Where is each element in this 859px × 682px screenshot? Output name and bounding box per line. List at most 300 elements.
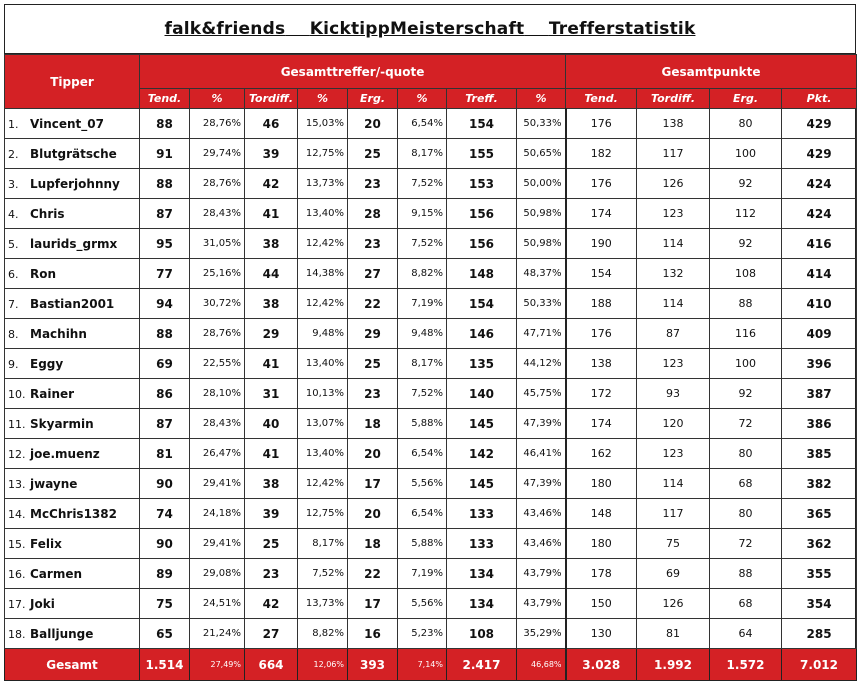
tipper-name: Rainer	[30, 386, 75, 401]
rank-number: 13.	[8, 477, 26, 491]
table-row	[5, 199, 857, 229]
cell-erg: 23	[348, 229, 398, 259]
cell-tend: 74	[140, 499, 190, 529]
cell-tordiff: 41	[245, 349, 298, 379]
cell-tend-pct: 29,74%	[190, 139, 245, 169]
cell-points-total: 285	[782, 619, 857, 649]
cell-tend: 91	[140, 139, 190, 169]
col-header-points-total: Pkt.	[782, 89, 857, 109]
cell-treff-pct: 43,79%	[517, 589, 566, 619]
cell-points-tend: 178	[566, 559, 637, 589]
tipper-cell	[5, 289, 140, 319]
cell-treff: 133	[447, 499, 517, 529]
cell-tordiff: 29	[245, 319, 298, 349]
cell-erg-pct: 8,82%	[398, 259, 447, 289]
tipper-name: Carmen	[30, 566, 83, 581]
rank-number: 6.	[8, 267, 19, 281]
total-points-erg: 1.572	[710, 649, 782, 681]
cell-points-tordiff: 87	[637, 319, 710, 349]
cell-points-tordiff: 93	[637, 379, 710, 409]
total-erg-pct: 7,14%	[398, 649, 447, 681]
col-header-erg: Erg.	[348, 89, 398, 109]
title-competition: KicktippMeisterschaft	[309, 18, 525, 39]
cell-erg: 23	[348, 169, 398, 199]
col-header-tend: Tend.	[140, 89, 190, 109]
cell-points-total: 354	[782, 589, 857, 619]
total-points-tordiff: 1.992	[637, 649, 710, 681]
cell-points-tordiff: 126	[637, 589, 710, 619]
cell-points-total: 365	[782, 499, 857, 529]
cell-erg-pct: 6,54%	[398, 439, 447, 469]
cell-erg: 20	[348, 499, 398, 529]
rank-number: 4.	[8, 207, 19, 221]
cell-tend-pct: 28,10%	[190, 379, 245, 409]
title-spacer	[285, 19, 309, 39]
rank-number: 1.	[8, 117, 19, 131]
tipper-name: Chris	[30, 206, 65, 221]
cell-points-erg: 80	[710, 109, 782, 139]
cell-tordiff-pct: 12,75%	[298, 499, 348, 529]
cell-points-tend: 150	[566, 589, 637, 619]
cell-erg-pct: 7,19%	[398, 559, 447, 589]
cell-erg: 27	[348, 259, 398, 289]
cell-treff-pct: 44,12%	[517, 349, 566, 379]
cell-treff-pct: 47,39%	[517, 469, 566, 499]
tipper-cell	[5, 409, 140, 439]
cell-tordiff-pct: 9,48%	[298, 319, 348, 349]
cell-treff: 155	[447, 139, 517, 169]
cell-treff-pct: 43,79%	[517, 559, 566, 589]
cell-erg-pct: 6,54%	[398, 499, 447, 529]
cell-points-total: 410	[782, 289, 857, 319]
tipper-cell	[5, 139, 140, 169]
cell-points-erg: 64	[710, 619, 782, 649]
cell-erg: 25	[348, 349, 398, 379]
cell-points-tend: 148	[566, 499, 637, 529]
cell-tend: 86	[140, 379, 190, 409]
cell-tordiff: 44	[245, 259, 298, 289]
cell-erg-pct: 8,17%	[398, 349, 447, 379]
tipper-name: joe.muenz	[30, 446, 100, 461]
cell-erg-pct: 9,15%	[398, 199, 447, 229]
cell-points-total: 396	[782, 349, 857, 379]
cell-tend-pct: 28,76%	[190, 109, 245, 139]
cell-tordiff-pct: 12,42%	[298, 289, 348, 319]
header-group-hits: Gesamttreffer/-quote	[140, 55, 566, 89]
cell-points-total: 362	[782, 529, 857, 559]
cell-points-tend: 154	[566, 259, 637, 289]
cell-points-tordiff: 123	[637, 349, 710, 379]
tipper-name: Skyarmin	[30, 416, 94, 431]
table-row	[5, 139, 857, 169]
page-title	[4, 4, 856, 54]
tipper-cell	[5, 319, 140, 349]
title-spacer	[524, 19, 548, 39]
cell-tend-pct: 29,41%	[190, 529, 245, 559]
cell-points-tend: 176	[566, 319, 637, 349]
total-tordiff-pct: 12,06%	[298, 649, 348, 681]
cell-tordiff: 38	[245, 229, 298, 259]
cell-erg: 22	[348, 289, 398, 319]
cell-tordiff: 27	[245, 619, 298, 649]
table-row	[5, 499, 857, 529]
cell-points-total: 414	[782, 259, 857, 289]
table-row	[5, 469, 857, 499]
cell-treff: 134	[447, 589, 517, 619]
cell-points-total: 424	[782, 169, 857, 199]
cell-tordiff-pct: 7,52%	[298, 559, 348, 589]
cell-tend-pct: 28,43%	[190, 199, 245, 229]
cell-treff-pct: 46,41%	[517, 439, 566, 469]
cell-treff: 146	[447, 319, 517, 349]
cell-treff: 148	[447, 259, 517, 289]
total-tordiff: 664	[245, 649, 298, 681]
cell-erg-pct: 8,17%	[398, 139, 447, 169]
cell-tend-pct: 28,76%	[190, 319, 245, 349]
cell-treff-pct: 35,29%	[517, 619, 566, 649]
cell-points-tordiff: 117	[637, 139, 710, 169]
cell-erg-pct: 6,54%	[398, 109, 447, 139]
total-label: Gesamt	[5, 649, 140, 681]
cell-tend-pct: 29,41%	[190, 469, 245, 499]
cell-treff-pct: 43,46%	[517, 499, 566, 529]
cell-tordiff-pct: 12,42%	[298, 229, 348, 259]
col-header-points-erg: Erg.	[710, 89, 782, 109]
cell-points-tordiff: 126	[637, 169, 710, 199]
table-row	[5, 259, 857, 289]
tipper-cell	[5, 559, 140, 589]
total-treff-pct: 46,68%	[517, 649, 566, 681]
cell-erg-pct: 7,52%	[398, 229, 447, 259]
table-body	[5, 109, 857, 649]
cell-tend: 77	[140, 259, 190, 289]
cell-tend: 94	[140, 289, 190, 319]
cell-points-erg: 92	[710, 229, 782, 259]
table-row	[5, 169, 857, 199]
total-treff: 2.417	[447, 649, 517, 681]
cell-tend-pct: 22,55%	[190, 349, 245, 379]
cell-points-tend: 176	[566, 109, 637, 139]
tipper-cell	[5, 499, 140, 529]
header-group-points: Gesamtpunkte	[566, 55, 857, 89]
table-row	[5, 319, 857, 349]
cell-tend-pct: 31,05%	[190, 229, 245, 259]
cell-tordiff-pct: 13,40%	[298, 439, 348, 469]
table-row	[5, 619, 857, 649]
rank-number: 12.	[8, 447, 26, 461]
cell-tordiff: 41	[245, 199, 298, 229]
cell-erg-pct: 9,48%	[398, 319, 447, 349]
tipper-name: Felix	[30, 536, 62, 551]
title-group-name: falk&friends	[164, 18, 286, 39]
tipper-name: Eggy	[30, 356, 64, 371]
cell-points-erg: 68	[710, 469, 782, 499]
cell-points-tordiff: 120	[637, 409, 710, 439]
cell-points-erg: 92	[710, 379, 782, 409]
cell-tordiff-pct: 8,17%	[298, 529, 348, 559]
total-row	[5, 649, 857, 681]
cell-erg-pct: 7,19%	[398, 289, 447, 319]
cell-points-erg: 92	[710, 169, 782, 199]
cell-points-total: 382	[782, 469, 857, 499]
tipper-name: Joki	[30, 596, 55, 611]
cell-tordiff-pct: 12,75%	[298, 139, 348, 169]
cell-points-tordiff: 132	[637, 259, 710, 289]
cell-points-tordiff: 138	[637, 109, 710, 139]
cell-tordiff-pct: 12,42%	[298, 469, 348, 499]
cell-tend-pct: 28,43%	[190, 409, 245, 439]
cell-points-erg: 108	[710, 259, 782, 289]
cell-points-tordiff: 81	[637, 619, 710, 649]
cell-points-erg: 80	[710, 499, 782, 529]
total-points-total: 7.012	[782, 649, 857, 681]
cell-points-tend: 180	[566, 529, 637, 559]
cell-erg-pct: 7,52%	[398, 379, 447, 409]
cell-tend: 90	[140, 469, 190, 499]
tipper-name: Balljunge	[30, 626, 94, 641]
cell-tordiff-pct: 8,82%	[298, 619, 348, 649]
cell-tordiff: 39	[245, 139, 298, 169]
cell-treff-pct: 50,33%	[517, 289, 566, 319]
cell-treff-pct: 50,00%	[517, 169, 566, 199]
rank-number: 8.	[8, 327, 19, 341]
cell-points-tend: 174	[566, 199, 637, 229]
cell-tend: 87	[140, 409, 190, 439]
cell-treff: 108	[447, 619, 517, 649]
hit-statistics-table	[4, 54, 857, 681]
cell-points-tend: 172	[566, 379, 637, 409]
cell-tordiff: 39	[245, 499, 298, 529]
cell-erg-pct: 5,56%	[398, 469, 447, 499]
cell-tordiff: 42	[245, 589, 298, 619]
total-points-tend: 3.028	[566, 649, 637, 681]
cell-tend-pct: 24,18%	[190, 499, 245, 529]
cell-points-total: 429	[782, 139, 857, 169]
cell-points-erg: 88	[710, 559, 782, 589]
cell-tend-pct: 25,16%	[190, 259, 245, 289]
tipper-name: laurids_grmx	[30, 236, 118, 251]
cell-points-tordiff: 123	[637, 439, 710, 469]
rank-number: 17.	[8, 597, 26, 611]
col-header-tordiff-pct: %	[298, 89, 348, 109]
cell-treff: 140	[447, 379, 517, 409]
cell-points-tend: 138	[566, 349, 637, 379]
cell-treff: 134	[447, 559, 517, 589]
cell-treff-pct: 50,65%	[517, 139, 566, 169]
tipper-cell	[5, 259, 140, 289]
header-tipper: Tipper	[5, 55, 140, 109]
col-header-points-tordiff: Tordiff.	[637, 89, 710, 109]
tipper-name: McChris1382	[30, 506, 117, 521]
cell-points-total: 409	[782, 319, 857, 349]
rank-number: 18.	[8, 627, 26, 641]
cell-points-erg: 116	[710, 319, 782, 349]
rank-number: 7.	[8, 297, 19, 311]
cell-tordiff: 46	[245, 109, 298, 139]
tipper-cell	[5, 589, 140, 619]
cell-tordiff: 40	[245, 409, 298, 439]
rank-number: 5.	[8, 237, 19, 251]
cell-treff-pct: 50,33%	[517, 109, 566, 139]
rank-number: 3.	[8, 177, 19, 191]
cell-points-tordiff: 114	[637, 229, 710, 259]
cell-erg-pct: 5,23%	[398, 619, 447, 649]
cell-points-total: 416	[782, 229, 857, 259]
table-row	[5, 559, 857, 589]
cell-points-total: 429	[782, 109, 857, 139]
rank-number: 11.	[8, 417, 26, 431]
tipper-name: Bastian2001	[30, 296, 115, 311]
tipper-name: Blutgrätsche	[30, 146, 117, 161]
table-row	[5, 109, 857, 139]
cell-tordiff-pct: 10,13%	[298, 379, 348, 409]
cell-tend-pct: 30,72%	[190, 289, 245, 319]
total-tend-pct: 27,49%	[190, 649, 245, 681]
tipper-cell	[5, 529, 140, 559]
cell-tend: 89	[140, 559, 190, 589]
cell-points-erg: 112	[710, 199, 782, 229]
cell-tordiff: 38	[245, 289, 298, 319]
tipper-name: Vincent_07	[30, 116, 104, 131]
cell-tordiff: 23	[245, 559, 298, 589]
total-tend: 1.514	[140, 649, 190, 681]
cell-treff: 145	[447, 469, 517, 499]
cell-tordiff-pct: 13,40%	[298, 199, 348, 229]
cell-points-erg: 88	[710, 289, 782, 319]
rank-number: 10.	[8, 387, 26, 401]
rank-number: 9.	[8, 357, 19, 371]
cell-points-tordiff: 123	[637, 199, 710, 229]
cell-erg: 18	[348, 529, 398, 559]
cell-points-total: 424	[782, 199, 857, 229]
rank-number: 14.	[8, 507, 26, 521]
cell-treff: 135	[447, 349, 517, 379]
col-header-tend-pct: %	[190, 89, 245, 109]
table-row	[5, 289, 857, 319]
cell-erg-pct: 5,88%	[398, 409, 447, 439]
cell-erg: 23	[348, 379, 398, 409]
cell-points-total: 387	[782, 379, 857, 409]
cell-erg: 29	[348, 319, 398, 349]
cell-points-tordiff: 114	[637, 469, 710, 499]
rank-number: 15.	[8, 537, 26, 551]
table-row	[5, 439, 857, 469]
cell-tordiff-pct: 13,07%	[298, 409, 348, 439]
col-header-tordiff: Tordiff.	[245, 89, 298, 109]
table-row	[5, 529, 857, 559]
cell-tend: 75	[140, 589, 190, 619]
cell-points-tend: 190	[566, 229, 637, 259]
cell-treff: 156	[447, 199, 517, 229]
cell-points-erg: 100	[710, 139, 782, 169]
tipper-name: Lupferjohnny	[30, 176, 120, 191]
cell-points-tend: 182	[566, 139, 637, 169]
tipper-cell	[5, 109, 140, 139]
cell-tend: 90	[140, 529, 190, 559]
cell-erg: 18	[348, 409, 398, 439]
cell-erg: 28	[348, 199, 398, 229]
cell-points-tordiff: 69	[637, 559, 710, 589]
cell-treff-pct: 47,71%	[517, 319, 566, 349]
cell-tend: 65	[140, 619, 190, 649]
cell-points-erg: 80	[710, 439, 782, 469]
table-row	[5, 379, 857, 409]
cell-tend: 87	[140, 199, 190, 229]
cell-points-tend: 180	[566, 469, 637, 499]
cell-erg-pct: 5,88%	[398, 529, 447, 559]
cell-tend: 88	[140, 109, 190, 139]
cell-erg: 16	[348, 619, 398, 649]
table-row	[5, 349, 857, 379]
cell-points-total: 355	[782, 559, 857, 589]
cell-points-tordiff: 114	[637, 289, 710, 319]
cell-tordiff: 38	[245, 469, 298, 499]
cell-points-erg: 68	[710, 589, 782, 619]
cell-tend-pct: 28,76%	[190, 169, 245, 199]
tipper-cell	[5, 169, 140, 199]
rank-number: 16.	[8, 567, 26, 581]
cell-tordiff-pct: 13,40%	[298, 349, 348, 379]
cell-treff: 154	[447, 289, 517, 319]
cell-points-tend: 188	[566, 289, 637, 319]
cell-tordiff-pct: 13,73%	[298, 169, 348, 199]
table-row	[5, 229, 857, 259]
cell-erg-pct: 5,56%	[398, 589, 447, 619]
tipper-cell	[5, 349, 140, 379]
cell-tordiff: 41	[245, 439, 298, 469]
cell-treff-pct: 50,98%	[517, 199, 566, 229]
tipper-cell	[5, 469, 140, 499]
cell-treff: 145	[447, 409, 517, 439]
cell-tend: 88	[140, 319, 190, 349]
cell-points-erg: 72	[710, 409, 782, 439]
rank-number: 2.	[8, 147, 19, 161]
total-erg: 393	[348, 649, 398, 681]
tipper-name: jwayne	[30, 476, 78, 491]
cell-points-tend: 176	[566, 169, 637, 199]
cell-tend: 69	[140, 349, 190, 379]
cell-treff-pct: 45,75%	[517, 379, 566, 409]
cell-treff: 156	[447, 229, 517, 259]
cell-points-tordiff: 117	[637, 499, 710, 529]
cell-tend: 81	[140, 439, 190, 469]
cell-treff: 133	[447, 529, 517, 559]
cell-tordiff-pct: 15,03%	[298, 109, 348, 139]
tipper-name: Machihn	[30, 326, 87, 341]
cell-erg: 20	[348, 109, 398, 139]
col-header-treff-pct: %	[517, 89, 566, 109]
cell-treff-pct: 50,98%	[517, 229, 566, 259]
cell-tordiff-pct: 13,73%	[298, 589, 348, 619]
tipper-cell	[5, 379, 140, 409]
cell-points-total: 386	[782, 409, 857, 439]
cell-tend: 88	[140, 169, 190, 199]
col-header-treff: Treff.	[447, 89, 517, 109]
cell-treff-pct: 43,46%	[517, 529, 566, 559]
cell-treff-pct: 48,37%	[517, 259, 566, 289]
tipper-cell	[5, 229, 140, 259]
cell-points-tend: 174	[566, 409, 637, 439]
cell-tordiff: 31	[245, 379, 298, 409]
cell-points-tordiff: 75	[637, 529, 710, 559]
cell-erg: 22	[348, 559, 398, 589]
cell-points-erg: 72	[710, 529, 782, 559]
cell-points-total: 385	[782, 439, 857, 469]
tipper-cell	[5, 199, 140, 229]
cell-tordiff: 25	[245, 529, 298, 559]
cell-tend-pct: 29,08%	[190, 559, 245, 589]
cell-tordiff: 42	[245, 169, 298, 199]
